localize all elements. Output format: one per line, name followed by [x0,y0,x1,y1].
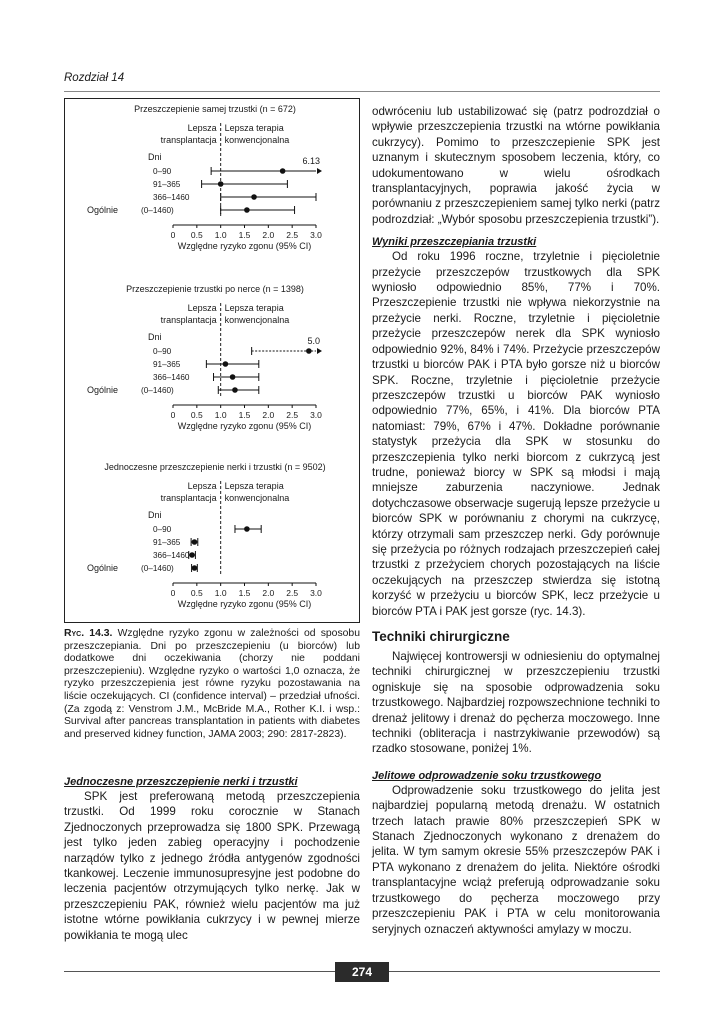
panel-1-row-label: 91–365 [153,180,181,189]
paragraph-continued: odwróceniu lub ustabilizować się (patrz podrozdział o wpływie przeszczepienia trzustki na wtórne powikłania cukrzycy). Pomimo to przeszczepienie SPK jest uznanym i skutecznym sposobem leczenia, który, co udokumentowano w wielu ośrodkach transplantacyjnych, poprawia jakość życia w porównaniu z przeszczepieniem samej tylko nerki (patrz podrozdział: „Wybór sposobu przeszczepienia trzustki”). [372,105,660,226]
panel-3-row-label: 0–90 [153,525,172,534]
panel-1-x-tick-label: 0.5 [190,230,203,240]
paragraph-enteric: Odprowadzenie soku trzustkowego do jelita jest najbardziej popularną metodą drenażu. W ostatnich trzech latach prawie 80% przeszczepień SPK w Stanach Zjednoczonych wykonano z drenażem do jelita. W tym samym okresie 55% przeszczepów PAK i PTA wykonano z drenażem do jelita. Niektóre ośrodki transplantacyjne wciąż preferują odprowadzanie soku trzustkowego do pęcherza moczowego przy przeszczepieniu PAK i PTA w celu monitorowania seryjnych oznaczeń aktywności amylazy w moczu. [372,783,660,936]
panel-2-title: Przeszczepienie trzustki po nerce (n = 1398) [126,284,304,294]
panel-1-estimate-point [251,194,257,200]
panel-3-title: Jednoczesne przeszczepienie nerki i trzustki (n = 9502) [104,462,326,472]
section-heading-spk: Jednoczesne przeszczepienie nerki i trzustki [64,776,298,788]
panel-3-x-tick-label: 0.5 [190,588,203,598]
paragraph-results: Od roku 1996 roczne, trzyletnie i pięcioletnie przeżycie przeszczepów trzustkowych dla SPK wyniosło odpowiednio 85%, 77% i 70%. Przeszczepienie trzustki nie wpływa niekorzystnie na przeżycie nerki. Roczne, trzyletnie i pięcioletnie przeżycie przeszczepów nerek dla SPK wyniosło odpowiednio 92%, 84% i 74%. Przeżycie przeszczepów trzustki u biorców PAK i PTA było gorsze niż u biorców SPK. Roczne, trzyletnie i pięcioletnie przeżycie przeszczepów trzustki u biorców PAK wyniosło odpowiednio 77%, 65%, i 41%. Dla biorców PTA natomiast: 79%, 67% i 47%. Dokładne porównanie statystyk przeżycia dla SPK w stosunku do przeszczepienia tylko nerki biorcom z cukrzycą jest trudne, ponieważ biorcy w SPK są młodsi i mają mniejsze zaburzenia naczyniowe. Jednak dotychczasowe obserwacje sugerują lepsze przeżycie u biorców SPK w porównaniu z chorymi na cukrzycę, którzy otrzymali sam przeszczep nerki. Gdy porównuje się przeżycia po różnych rodzajach przeszczepień całej trzustki z przeżyciem chorych pozostających na liście oczekujących na przeszczep stwierdza się istotną korzyść w przeżyciu u biorców SPK, lecz przeżycie u biorców PTA i PAK jest gorsze (ryc. 14.3). [372,250,660,618]
panel-1-estimate-point [244,207,250,213]
panel-3-x-tick-label: 2.0 [262,588,275,598]
caption-text: Względne ryzyko zgonu w zależności od sposobu przeszczepiania. Dni po przeszczepieniu (u biorców) lub dodatkowe dni oczekiwania (chorzy nie poddani przeszczepieniu). Względne ryzyko o wartości 1,0 oznacza, że ryzyko przeszczepienia jest równe ryzyku pozostawania na liście oczekujących. CI (confidence interval) – przedział ufności. (Za zgodą z: Venstrom J.M., McBride M.A., Rother K.I. i wsp.: Survival after pancreas transplantation in patients with diabetes and preserved kidney function, JAMA 2003; 290: 2817-2823). [64,628,360,740]
paragraph-techniques: Najwięcej kontrowersji w odniesieniu do optymalnej techniki chirurgicznej w przeszczepieniu trzustki ogniskuje się na sposobie odprowadzenia soku trzustkowego. Najbardziej rozpowszechnione techniki to drenaż jelitowy i drenaż do pęcherza moczowego. Inne techniki (obliteracja i nastrzykiwanie przewodów) są rzadko stosowane, poniżej 1%. [372,650,660,756]
panel-2-x-tick-label: 1.0 [214,410,227,420]
panel-1-x-tick-label: 1.5 [238,230,251,240]
panel-3-x-tick-label: 3.0 [310,588,322,598]
panel-1-estimate-point [218,181,224,187]
panel-3-x-tick-label: 1.5 [238,588,251,598]
panel-3-label-right: konwencjonalna [224,493,290,503]
panel-2-x-tick-label: 0.5 [190,410,203,420]
panel-3-x-tick-label: 1.0 [214,588,227,598]
panel-3-estimate-point [192,539,198,545]
panel-1-row-label: 366–1460 [153,193,190,202]
panel-1-label-left: transplantacja [160,135,217,145]
panel-1-label-left: Lepsza [187,123,217,133]
section-heading-enteric: Jelitowe odprowadzenie soku trzustkowego [372,769,602,782]
panel-2-x-tick-label: 3.0 [310,410,322,420]
panel-2-x-tick-label: 1.5 [238,410,251,420]
panel-2-ci-arrow [317,348,322,354]
panel-3-label-left: Lepsza [187,481,217,491]
panel-1-row-label: 0–90 [153,167,172,176]
panel-1-x-tick-label: 2.0 [262,230,275,240]
panel-3-x-tick-label: 2.5 [286,588,299,598]
panel-3-estimate-point [192,565,198,571]
panel-2-days-label: Dni [148,332,162,342]
panel-2-value-label: 5.0 [307,336,320,346]
figure-14-3 [64,98,360,623]
panel-3-estimate-point [189,552,195,558]
panel-2-x-tick-label: 0 [170,410,176,420]
panel-1-ci-arrow [317,168,322,174]
panel-3-row-label: 91–365 [153,538,181,547]
panel-2-label-left: transplantacja [160,315,217,325]
panel-3-overall-label: Ogólnie [87,563,119,573]
section-heading-results: Wyniki przeszczepiania trzustki [372,236,537,249]
panel-3-label-left: transplantacja [160,493,217,503]
panel-2-label-right: Lepsza terapia [224,303,284,313]
header-rule [64,91,660,92]
panel-3-x-axis-label: Względne ryzyko zgonu (95% CI) [177,599,312,609]
panel-1-x-tick-label: 1.0 [214,230,227,240]
panel-2-label-right: konwencjonalna [224,315,290,325]
page-number: 274 [335,962,389,982]
caption-label: Ryc. 14.3. [64,628,113,639]
paragraph-spk: SPK jest preferowaną metodą przeszczepienia trzustki. Od 1999 roku corocznie w Stanach Zjednoczonych przeprowadza się 1800 SPK. Przewagą jest tylko jeden zabieg operacyjny i pochodzenie narządów tylko z jednego źródła antygenów zgodności tkankowej. Leczenie immunosupresyjne jest podobne do leczenia pacjentów otrzymujących tylko nerkę. Jak w przeszczepieniu PAK, również wielu pacjentów ma już istotne wtórne powikłania cukrzycy i w pewnej mierze powikłania te mogą ulec [64,790,360,942]
panel-2-estimate-point [230,374,236,380]
panel-3-row-label: (0–1460) [141,564,174,573]
panel-2-estimate-point [223,361,229,367]
panel-2-label-left: Lepsza [187,303,217,313]
panel-1-x-tick-label: 0 [170,230,176,240]
figure-caption [64,628,360,741]
panel-3-label-right: Lepsza terapia [224,481,284,491]
panel-2-x-axis-label: Względne ryzyko zgonu (95% CI) [177,421,312,431]
panel-2-row-label: 366–1460 [153,373,190,382]
panel-1-days-label: Dni [148,152,162,162]
chapter-title: Rozdział 14 [64,72,125,84]
panel-1-x-axis-label: Względne ryzyko zgonu (95% CI) [177,241,312,251]
left-column [64,775,360,943]
panel-1-x-tick-label: 2.5 [286,230,299,240]
panel-3-days-label: Dni [148,510,162,520]
panel-2-row-label: 0–90 [153,347,172,356]
section-heading-techniques: Techniki chirurgiczne [372,629,510,644]
panel-2-row-label: 91–365 [153,360,181,369]
panel-3-row-label: 366–1460 [153,551,190,560]
panel-1-label-right: konwencjonalna [224,135,290,145]
panel-2-estimate-point [306,348,312,354]
panel-1-estimate-point [280,168,286,174]
panel-1-value-label: 6.13 [302,156,320,166]
right-column [372,104,660,937]
panel-1-title: Przeszczepienie samej trzustki (n = 672) [134,104,296,114]
panel-3-x-tick-label: 0 [170,588,176,598]
panel-3-estimate-point [244,526,250,532]
panel-2-x-tick-label: 2.5 [286,410,299,420]
panel-2-estimate-point [232,387,238,393]
panel-1-label-right: Lepsza terapia [224,123,284,133]
panel-2-x-tick-label: 2.0 [262,410,275,420]
panel-1-row-label: (0–1460) [141,206,174,215]
panel-1-overall-label: Ogólnie [87,205,119,215]
panel-2-row-label: (0–1460) [141,386,174,395]
panel-1-x-tick-label: 3.0 [310,230,322,240]
forest-plots [65,99,361,624]
panel-2-overall-label: Ogólnie [87,385,119,395]
